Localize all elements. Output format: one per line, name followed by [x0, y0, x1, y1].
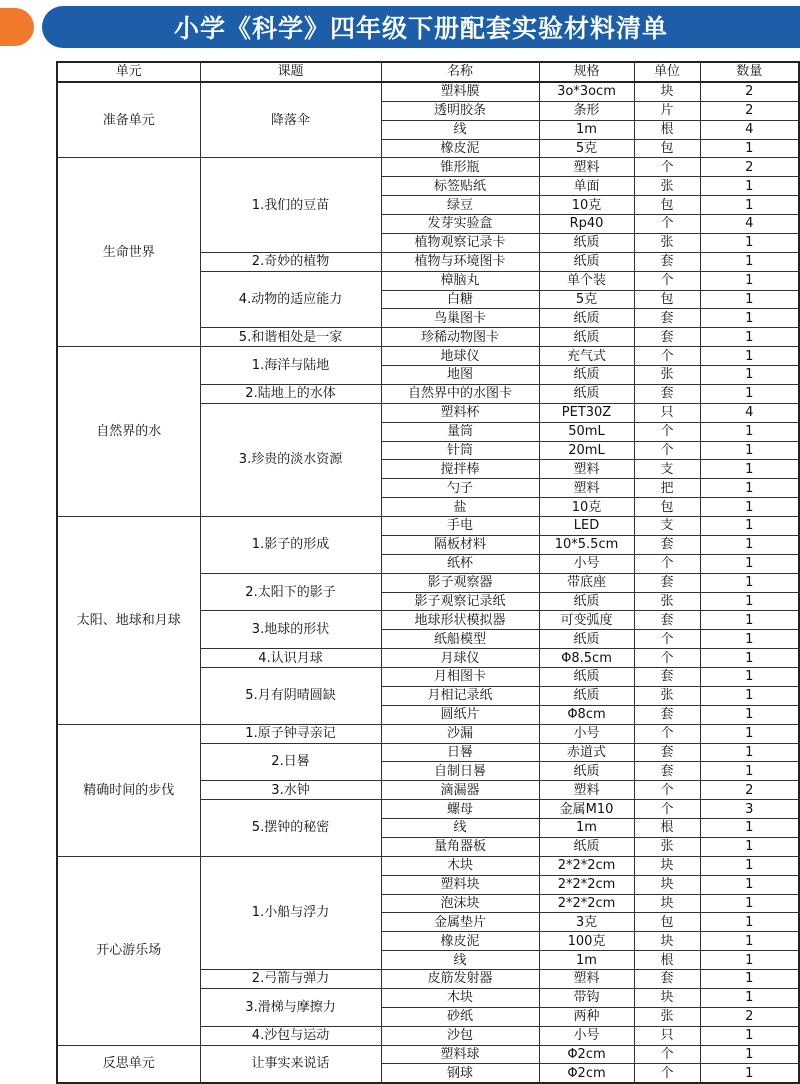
- item-quantity-cell: 1: [700, 177, 799, 196]
- item-quantity-cell: 1: [700, 875, 799, 894]
- item-measure-cell: 套: [634, 743, 700, 762]
- item-measure-cell: 个: [634, 630, 700, 649]
- item-spec-cell: 5克: [539, 139, 634, 158]
- topic-cell: 1.影子的形成: [200, 517, 381, 574]
- item-spec-cell: 金属M10: [539, 800, 634, 819]
- item-measure-cell: 支: [634, 517, 700, 536]
- item-spec-cell: 塑料: [539, 970, 634, 989]
- item-measure-cell: 片: [634, 101, 700, 120]
- item-name-cell: 鸟巢图卡: [381, 309, 539, 328]
- item-measure-cell: 块: [634, 894, 700, 913]
- topic-cell: 让事实来说话: [200, 1045, 381, 1083]
- item-quantity-cell: 1: [700, 837, 799, 856]
- item-spec-cell: 1m: [539, 120, 634, 139]
- item-quantity-cell: 1: [700, 1064, 799, 1083]
- topic-cell: 5.月有阴晴圆缺: [200, 668, 381, 725]
- item-measure-cell: 张: [634, 233, 700, 252]
- item-quantity-cell: 1: [700, 894, 799, 913]
- item-measure-cell: 张: [634, 837, 700, 856]
- item-measure-cell: 个: [634, 1064, 700, 1083]
- col-header-measure: 单位: [634, 62, 700, 82]
- item-measure-cell: 包: [634, 913, 700, 932]
- item-name-cell: 月相图卡: [381, 668, 539, 687]
- item-quantity-cell: 1: [700, 649, 799, 668]
- item-spec-cell: 纸质: [539, 366, 634, 385]
- item-measure-cell: 套: [634, 309, 700, 328]
- item-quantity-cell: 1: [700, 913, 799, 932]
- item-spec-cell: 1m: [539, 819, 634, 838]
- item-spec-cell: 20mL: [539, 441, 634, 460]
- item-spec-cell: 纸质: [539, 630, 634, 649]
- item-spec-cell: 赤道式: [539, 743, 634, 762]
- item-quantity-cell: 2: [700, 781, 799, 800]
- item-quantity-cell: 1: [700, 686, 799, 705]
- item-quantity-cell: 1: [700, 517, 799, 536]
- item-spec-cell: 纸质: [539, 384, 634, 403]
- item-quantity-cell: 1: [700, 498, 799, 517]
- item-quantity-cell: 1: [700, 592, 799, 611]
- item-spec-cell: 纸质: [539, 762, 634, 781]
- topic-cell: 1.小船与浮力: [200, 856, 381, 969]
- item-quantity-cell: 2: [700, 1007, 799, 1026]
- item-quantity-cell: 1: [700, 668, 799, 687]
- item-quantity-cell: 1: [700, 233, 799, 252]
- item-spec-cell: 2*2*2cm: [539, 894, 634, 913]
- item-measure-cell: 包: [634, 196, 700, 215]
- item-quantity-cell: 1: [700, 573, 799, 592]
- item-quantity-cell: 2: [700, 82, 799, 101]
- item-quantity-cell: 1: [700, 932, 799, 951]
- item-quantity-cell: 1: [700, 479, 799, 498]
- item-spec-cell: 两种: [539, 1007, 634, 1026]
- unit-cell: 开心游乐场: [57, 856, 200, 1045]
- item-quantity-cell: 1: [700, 856, 799, 875]
- item-name-cell: 月球仪: [381, 649, 539, 668]
- item-measure-cell: 只: [634, 403, 700, 422]
- item-quantity-cell: 2: [700, 101, 799, 120]
- item-spec-cell: 塑料: [539, 460, 634, 479]
- item-name-cell: 沙包: [381, 1026, 539, 1045]
- item-spec-cell: Rp40: [539, 215, 634, 234]
- item-spec-cell: 塑料: [539, 781, 634, 800]
- item-measure-cell: 根: [634, 951, 700, 970]
- item-spec-cell: 条形: [539, 101, 634, 120]
- item-spec-cell: 充气式: [539, 347, 634, 366]
- topic-cell: 4.沙包与运动: [200, 1026, 381, 1045]
- item-quantity-cell: 1: [700, 762, 799, 781]
- topic-cell: 1.海洋与陆地: [200, 347, 381, 385]
- item-measure-cell: 套: [634, 252, 700, 271]
- item-name-cell: 发芽实验盒: [381, 215, 539, 234]
- topic-cell: 4.认识月球: [200, 649, 381, 668]
- item-measure-cell: 块: [634, 856, 700, 875]
- item-name-cell: 沙漏: [381, 724, 539, 743]
- topic-cell: 2.日晷: [200, 743, 381, 781]
- item-measure-cell: 根: [634, 819, 700, 838]
- item-name-cell: 盐: [381, 498, 539, 517]
- item-measure-cell: 包: [634, 290, 700, 309]
- item-quantity-cell: 3: [700, 800, 799, 819]
- item-quantity-cell: 4: [700, 215, 799, 234]
- item-name-cell: 绿豆: [381, 196, 539, 215]
- item-name-cell: 橡皮泥: [381, 932, 539, 951]
- item-name-cell: 地球仪: [381, 347, 539, 366]
- item-name-cell: 影子观察记录纸: [381, 592, 539, 611]
- item-measure-cell: 个: [634, 649, 700, 668]
- item-name-cell: 自制日晷: [381, 762, 539, 781]
- item-quantity-cell: 1: [700, 705, 799, 724]
- item-name-cell: 螺母: [381, 800, 539, 819]
- item-spec-cell: 10*5.5cm: [539, 535, 634, 554]
- item-name-cell: 圆纸片: [381, 705, 539, 724]
- item-spec-cell: 5克: [539, 290, 634, 309]
- item-measure-cell: 个: [634, 800, 700, 819]
- item-spec-cell: 50mL: [539, 422, 634, 441]
- page-title: 小学《科学》四年级下册配套实验材料清单: [173, 14, 668, 43]
- item-quantity-cell: 1: [700, 328, 799, 347]
- item-spec-cell: 单个装: [539, 271, 634, 290]
- item-name-cell: 锥形瓶: [381, 158, 539, 177]
- item-measure-cell: 个: [634, 215, 700, 234]
- item-spec-cell: Φ2cm: [539, 1064, 634, 1083]
- item-measure-cell: 块: [634, 82, 700, 101]
- topic-cell: 2.陆地上的水体: [200, 384, 381, 403]
- unit-cell: 反思单元: [57, 1045, 200, 1083]
- item-quantity-cell: 1: [700, 139, 799, 158]
- item-quantity-cell: 4: [700, 403, 799, 422]
- item-measure-cell: 个: [634, 554, 700, 573]
- unit-cell: 自然界的水: [57, 347, 200, 517]
- item-name-cell: 地图: [381, 366, 539, 385]
- item-name-cell: 地球形状模拟器: [381, 611, 539, 630]
- topic-cell: 2.奇妙的植物: [200, 252, 381, 271]
- item-measure-cell: 个: [634, 158, 700, 177]
- topic-cell: 5.和谐相处是一家: [200, 328, 381, 347]
- item-spec-cell: 10克: [539, 498, 634, 517]
- item-measure-cell: 套: [634, 668, 700, 687]
- item-measure-cell: 个: [634, 347, 700, 366]
- table-header-row: [57, 62, 799, 82]
- item-measure-cell: 块: [634, 988, 700, 1007]
- item-name-cell: 标签贴纸: [381, 177, 539, 196]
- item-measure-cell: 张: [634, 1007, 700, 1026]
- item-spec-cell: 塑料: [539, 158, 634, 177]
- materials-table: [56, 61, 800, 1084]
- item-measure-cell: 套: [634, 611, 700, 630]
- item-name-cell: 樟脑丸: [381, 271, 539, 290]
- orange-tab-decoration: [0, 8, 34, 46]
- item-quantity-cell: 1: [700, 724, 799, 743]
- unit-cell: 生命世界: [57, 158, 200, 347]
- item-measure-cell: 张: [634, 366, 700, 385]
- item-quantity-cell: 1: [700, 309, 799, 328]
- item-measure-cell: 支: [634, 460, 700, 479]
- item-quantity-cell: 1: [700, 970, 799, 989]
- item-measure-cell: 张: [634, 686, 700, 705]
- table-row: [57, 724, 799, 743]
- item-quantity-cell: 1: [700, 290, 799, 309]
- item-quantity-cell: 1: [700, 630, 799, 649]
- item-quantity-cell: 2: [700, 158, 799, 177]
- item-name-cell: 量角器板: [381, 837, 539, 856]
- item-measure-cell: 套: [634, 573, 700, 592]
- table-row: [57, 82, 799, 101]
- item-quantity-cell: 1: [700, 271, 799, 290]
- item-spec-cell: 3o*3ocm: [539, 82, 634, 101]
- item-quantity-cell: 1: [700, 347, 799, 366]
- item-measure-cell: 套: [634, 328, 700, 347]
- item-measure-cell: 只: [634, 1026, 700, 1045]
- item-spec-cell: 纸质: [539, 668, 634, 687]
- topic-cell: 3.珍贵的淡水资源: [200, 403, 381, 516]
- item-spec-cell: Φ2cm: [539, 1045, 634, 1064]
- item-spec-cell: 1m: [539, 951, 634, 970]
- item-name-cell: 针筒: [381, 441, 539, 460]
- item-name-cell: 塑料块: [381, 875, 539, 894]
- item-spec-cell: 纸质: [539, 233, 634, 252]
- item-name-cell: 隔板材料: [381, 535, 539, 554]
- col-header-spec: 规格: [539, 62, 634, 82]
- item-quantity-cell: 1: [700, 460, 799, 479]
- item-name-cell: 木块: [381, 856, 539, 875]
- table-body: [57, 82, 799, 1083]
- col-header-quantity: 数量: [700, 62, 799, 82]
- topic-cell: 5.摆钟的秘密: [200, 800, 381, 857]
- item-spec-cell: 纸质: [539, 686, 634, 705]
- item-name-cell: 白糖: [381, 290, 539, 309]
- topic-cell: 4.动物的适应能力: [200, 271, 381, 328]
- item-spec-cell: 带底座: [539, 573, 634, 592]
- item-spec-cell: 小号: [539, 724, 634, 743]
- item-spec-cell: Φ8cm: [539, 705, 634, 724]
- item-spec-cell: PET30Z: [539, 403, 634, 422]
- item-name-cell: 量筒: [381, 422, 539, 441]
- item-quantity-cell: 1: [700, 196, 799, 215]
- item-measure-cell: 块: [634, 875, 700, 894]
- item-spec-cell: 纸质: [539, 837, 634, 856]
- item-measure-cell: 张: [634, 177, 700, 196]
- item-quantity-cell: 1: [700, 554, 799, 573]
- item-quantity-cell: 1: [700, 819, 799, 838]
- item-spec-cell: 带钩: [539, 988, 634, 1007]
- item-name-cell: 线: [381, 120, 539, 139]
- item-quantity-cell: 1: [700, 611, 799, 630]
- item-spec-cell: 纸质: [539, 592, 634, 611]
- item-spec-cell: 单面: [539, 177, 634, 196]
- item-name-cell: 砂纸: [381, 1007, 539, 1026]
- item-spec-cell: 3克: [539, 913, 634, 932]
- item-spec-cell: 2*2*2cm: [539, 875, 634, 894]
- item-spec-cell: 塑料: [539, 479, 634, 498]
- item-measure-cell: 套: [634, 535, 700, 554]
- item-spec-cell: 可变弧度: [539, 611, 634, 630]
- item-quantity-cell: 1: [700, 366, 799, 385]
- table-row: [57, 856, 799, 875]
- item-name-cell: 金属垫片: [381, 913, 539, 932]
- item-quantity-cell: 1: [700, 743, 799, 762]
- item-measure-cell: 张: [634, 592, 700, 611]
- item-spec-cell: 2*2*2cm: [539, 856, 634, 875]
- table-row: [57, 347, 799, 366]
- item-quantity-cell: 1: [700, 988, 799, 1007]
- item-name-cell: 纸杯: [381, 554, 539, 573]
- item-measure-cell: 块: [634, 932, 700, 951]
- item-quantity-cell: 1: [700, 1026, 799, 1045]
- item-spec-cell: 小号: [539, 1026, 634, 1045]
- topic-cell: 1.原子钟寻亲记: [200, 724, 381, 743]
- item-spec-cell: 纸质: [539, 309, 634, 328]
- item-name-cell: 橡皮泥: [381, 139, 539, 158]
- item-name-cell: 线: [381, 951, 539, 970]
- title-banner: [42, 6, 800, 48]
- item-name-cell: 手电: [381, 517, 539, 536]
- item-name-cell: 搅拌棒: [381, 460, 539, 479]
- item-measure-cell: 把: [634, 479, 700, 498]
- table-row: [57, 158, 799, 177]
- item-name-cell: 塑料杯: [381, 403, 539, 422]
- item-name-cell: 滴漏器: [381, 781, 539, 800]
- item-measure-cell: 套: [634, 970, 700, 989]
- item-name-cell: 透明胶条: [381, 101, 539, 120]
- col-header-unit: 单元: [57, 62, 200, 82]
- item-quantity-cell: 1: [700, 441, 799, 460]
- item-spec-cell: 小号: [539, 554, 634, 573]
- item-name-cell: 线: [381, 819, 539, 838]
- item-measure-cell: 个: [634, 781, 700, 800]
- item-name-cell: 塑料球: [381, 1045, 539, 1064]
- item-spec-cell: Φ8.5cm: [539, 649, 634, 668]
- topic-cell: 3.地球的形状: [200, 611, 381, 649]
- topic-cell: 1.我们的豆苗: [200, 158, 381, 252]
- item-quantity-cell: 1: [700, 422, 799, 441]
- item-name-cell: 日晷: [381, 743, 539, 762]
- item-quantity-cell: 1: [700, 951, 799, 970]
- unit-cell: 太阳、地球和月球: [57, 517, 200, 725]
- item-measure-cell: 个: [634, 271, 700, 290]
- topic-cell: 降落伞: [200, 82, 381, 158]
- item-name-cell: 植物与环境图卡: [381, 252, 539, 271]
- item-spec-cell: 100克: [539, 932, 634, 951]
- table-row: [57, 517, 799, 536]
- item-measure-cell: 套: [634, 384, 700, 403]
- item-name-cell: 泡沫块: [381, 894, 539, 913]
- topic-cell: 3.水钟: [200, 781, 381, 800]
- topic-cell: 3.滑梯与摩擦力: [200, 988, 381, 1026]
- item-name-cell: 珍稀动物图卡: [381, 328, 539, 347]
- item-quantity-cell: 1: [700, 384, 799, 403]
- item-measure-cell: 个: [634, 1045, 700, 1064]
- item-quantity-cell: 4: [700, 120, 799, 139]
- col-header-name: 名称: [381, 62, 539, 82]
- item-name-cell: 皮筋发射器: [381, 970, 539, 989]
- item-name-cell: 钢球: [381, 1064, 539, 1083]
- item-name-cell: 纸船模型: [381, 630, 539, 649]
- item-measure-cell: 个: [634, 724, 700, 743]
- item-quantity-cell: 1: [700, 535, 799, 554]
- topic-cell: 2.太阳下的影子: [200, 573, 381, 611]
- item-measure-cell: 包: [634, 498, 700, 517]
- item-spec-cell: LED: [539, 517, 634, 536]
- item-name-cell: 勺子: [381, 479, 539, 498]
- item-name-cell: 影子观察器: [381, 573, 539, 592]
- item-measure-cell: 包: [634, 139, 700, 158]
- topic-cell: 2.弓箭与弹力: [200, 970, 381, 989]
- item-quantity-cell: 1: [700, 252, 799, 271]
- item-name-cell: 自然界中的水图卡: [381, 384, 539, 403]
- item-measure-cell: 个: [634, 441, 700, 460]
- item-spec-cell: 纸质: [539, 328, 634, 347]
- item-measure-cell: 个: [634, 422, 700, 441]
- item-spec-cell: 纸质: [539, 252, 634, 271]
- item-measure-cell: 根: [634, 120, 700, 139]
- col-header-topic: 课题: [200, 62, 381, 82]
- unit-cell: 精确时间的步伐: [57, 724, 200, 856]
- item-name-cell: 月相记录纸: [381, 686, 539, 705]
- item-name-cell: 塑料膜: [381, 82, 539, 101]
- item-spec-cell: 10克: [539, 196, 634, 215]
- item-quantity-cell: 1: [700, 1045, 799, 1064]
- item-measure-cell: 套: [634, 762, 700, 781]
- item-name-cell: 植物观察记录卡: [381, 233, 539, 252]
- unit-cell: 准备单元: [57, 82, 200, 158]
- item-measure-cell: 套: [634, 705, 700, 724]
- table-row: [57, 1045, 799, 1064]
- item-name-cell: 木块: [381, 988, 539, 1007]
